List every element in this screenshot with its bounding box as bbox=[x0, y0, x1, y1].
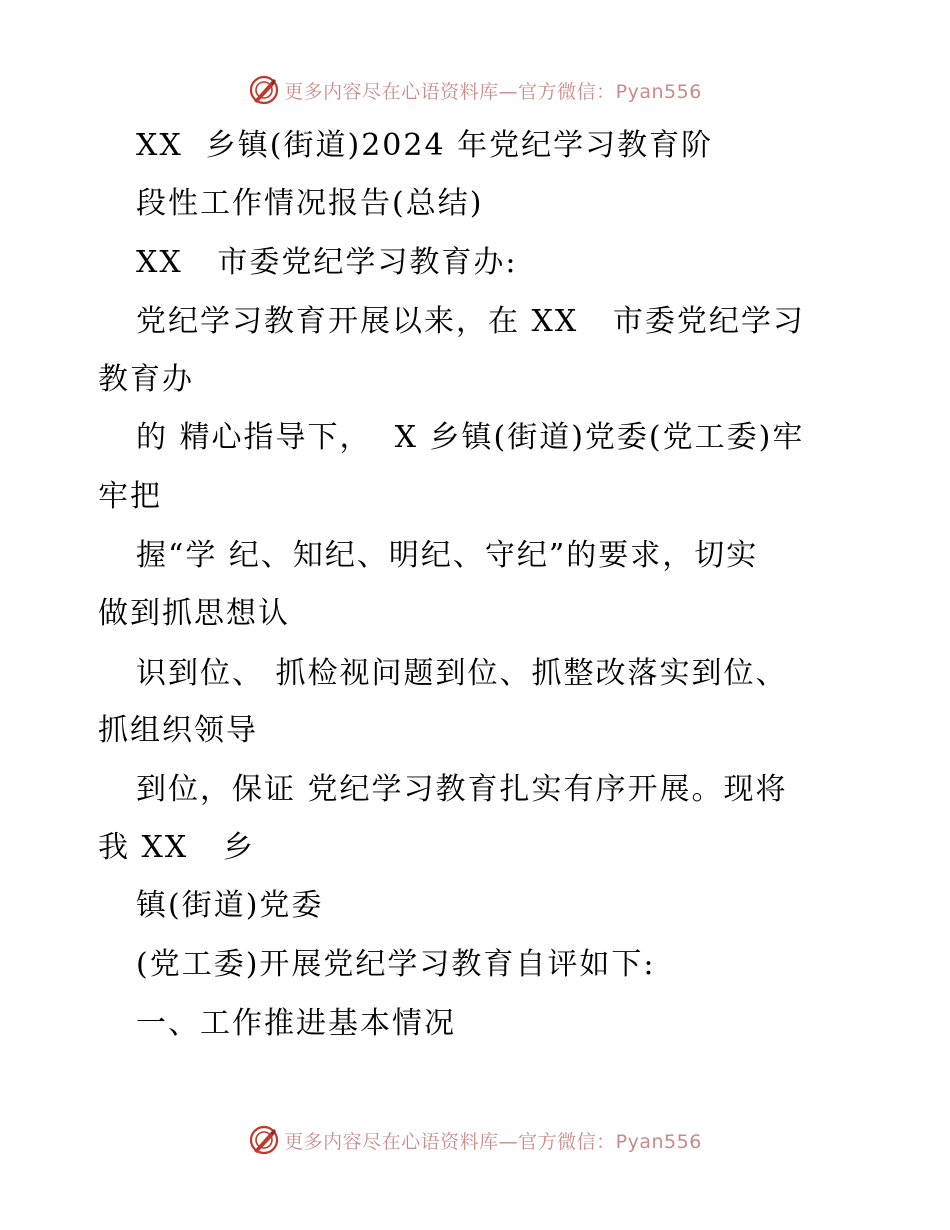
watermark-text: 更多内容尽在心语资料库—官方微信：Pyan556 bbox=[284, 80, 702, 103]
title-line-2: 段性工作情况报告(总结) bbox=[136, 186, 484, 221]
body-line: 牢把 bbox=[98, 479, 162, 514]
pen-logo-icon bbox=[248, 1124, 280, 1156]
watermark-footer bbox=[0, 1122, 950, 1158]
body-line: (党工委)开展党纪学习教育自评如下: bbox=[136, 947, 656, 982]
body-line: 抓组织领导 bbox=[98, 713, 258, 748]
watermark-text: 更多内容尽在心语资料库—官方微信：Pyan556 bbox=[284, 1130, 702, 1153]
body-line: 教育办 bbox=[98, 362, 194, 397]
body-line: 到位，保证 党纪学习教育扎实有序开展。现将 bbox=[136, 772, 788, 807]
pen-logo-icon bbox=[248, 74, 280, 106]
title-line-1: XX 乡镇(街道)2024 年党纪学习教育阶 bbox=[136, 128, 714, 163]
body-line: 党纪学习教育开展以来，在 XX 市委党纪学习 bbox=[136, 304, 805, 339]
watermark-header bbox=[0, 72, 950, 108]
body-line: 做到抓思想认 bbox=[98, 596, 290, 631]
body-line: 的 精心指导下， X 乡镇(街道)党委(党工委)牢 bbox=[136, 420, 805, 455]
salutation: XX 市委党纪学习教育办: bbox=[136, 245, 518, 280]
section-heading: 一、工作推进基本情况 bbox=[136, 1006, 456, 1041]
body-line: 我 XX 乡 bbox=[98, 830, 255, 865]
body-line: 识到位、 抓检视问题到位、抓整改落实到位、 bbox=[136, 656, 788, 691]
body-line: 握“学 纪、知纪、明纪、守纪”的要求，切实 bbox=[136, 538, 759, 573]
body-line: 镇(街道)党委 bbox=[136, 888, 324, 923]
